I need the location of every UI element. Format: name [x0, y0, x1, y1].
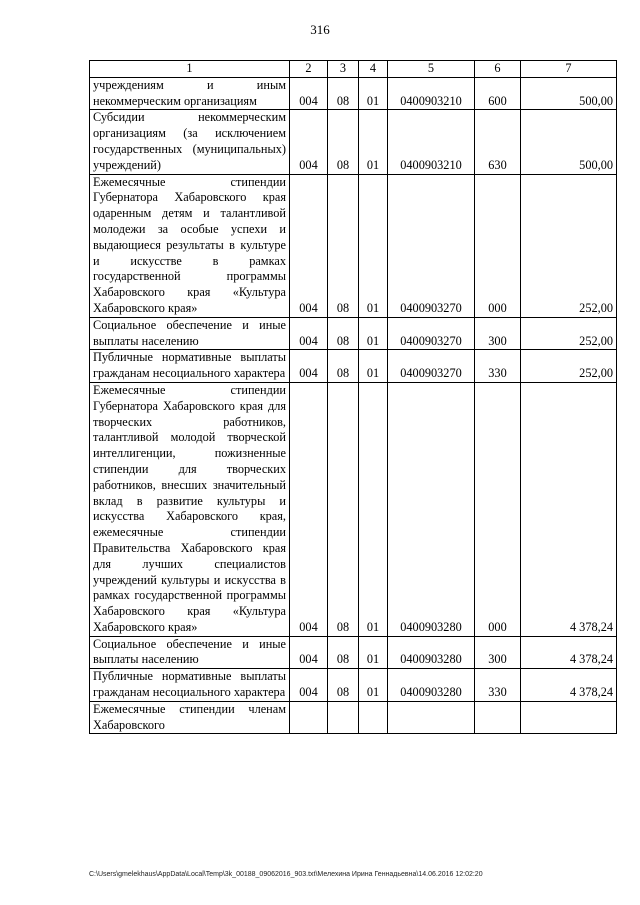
header-col-1: 1 — [90, 61, 290, 78]
row-subsection: 01 — [359, 77, 388, 110]
row-ministry-code: 004 — [290, 350, 328, 383]
header-col-4: 4 — [359, 61, 388, 78]
row-target-article — [388, 701, 475, 734]
row-description: Ежемесячные стипендии Губернатора Хабаровского края для творческих работников, талантливой молодой творческой интеллигенции, пожизненные стипендии для творческих работников, внесших значительный вклад в развитие культуры и искусства Хабаровского края, ежемесячные стипендии Правительства Хабаровского края для лучших специалистов учреждений культуры и искусства в рамках государственной программы Хабаровского края «Культура Хабаровского края» — [90, 382, 290, 636]
row-expense-type: 330 — [475, 669, 521, 702]
header-col-7: 7 — [521, 61, 617, 78]
row-section: 08 — [328, 350, 359, 383]
row-section: 08 — [328, 174, 359, 317]
row-description: Публичные нормативные выплаты гражданам несоциального характера — [90, 669, 290, 702]
row-ministry-code: 004 — [290, 669, 328, 702]
row-description: Социальное обеспечение и иные выплаты населению — [90, 317, 290, 350]
header-col-5: 5 — [388, 61, 475, 78]
row-target-article: 0400903210 — [388, 77, 475, 110]
table-row — [90, 110, 617, 174]
row-section: 08 — [328, 77, 359, 110]
row-amount: 252,00 — [521, 317, 617, 350]
row-section: 08 — [328, 110, 359, 174]
table-row — [90, 317, 617, 350]
row-target-article: 0400903210 — [388, 110, 475, 174]
table-row — [90, 669, 617, 702]
row-description: Ежемесячные стипендии членам Хабаровского — [90, 701, 290, 734]
row-subsection: 01 — [359, 382, 388, 636]
row-expense-type — [475, 701, 521, 734]
row-target-article: 0400903280 — [388, 669, 475, 702]
budget-table — [89, 60, 617, 734]
row-ministry-code: 004 — [290, 636, 328, 669]
row-section: 08 — [328, 382, 359, 636]
row-amount: 500,00 — [521, 77, 617, 110]
row-ministry-code — [290, 701, 328, 734]
row-expense-type: 000 — [475, 382, 521, 636]
row-subsection: 01 — [359, 669, 388, 702]
row-section: 08 — [328, 317, 359, 350]
row-description: Публичные нормативные выплаты гражданам несоциального характера — [90, 350, 290, 383]
row-target-article: 0400903270 — [388, 350, 475, 383]
row-expense-type: 300 — [475, 636, 521, 669]
row-subsection: 01 — [359, 110, 388, 174]
row-description: Ежемесячные стипендии Губернатора Хабаровского края одаренным детям и талантливой молодежи за особые успехи и выдающиеся результаты в культуре и искусстве в рамках государственной программы Хабаровского края «Культура Хабаровского края» — [90, 174, 290, 317]
table-row — [90, 350, 617, 383]
row-amount: 252,00 — [521, 174, 617, 317]
row-expense-type: 000 — [475, 174, 521, 317]
row-target-article: 0400903270 — [388, 174, 475, 317]
table-row — [90, 636, 617, 669]
page-number: 316 — [310, 22, 330, 37]
table-row — [90, 382, 617, 636]
row-ministry-code: 004 — [290, 110, 328, 174]
row-expense-type: 600 — [475, 77, 521, 110]
row-amount — [521, 701, 617, 734]
row-subsection: 01 — [359, 636, 388, 669]
row-ministry-code: 004 — [290, 77, 328, 110]
header-col-3: 3 — [328, 61, 359, 78]
row-target-article: 0400903280 — [388, 636, 475, 669]
row-amount: 4 378,24 — [521, 669, 617, 702]
table-row — [90, 701, 617, 734]
header-col-6: 6 — [475, 61, 521, 78]
row-amount: 4 378,24 — [521, 382, 617, 636]
row-description: Социальное обеспечение и иные выплаты населению — [90, 636, 290, 669]
row-ministry-code: 004 — [290, 174, 328, 317]
row-ministry-code: 004 — [290, 382, 328, 636]
row-subsection — [359, 701, 388, 734]
row-subsection: 01 — [359, 174, 388, 317]
row-expense-type: 630 — [475, 110, 521, 174]
row-expense-type: 300 — [475, 317, 521, 350]
file-path-footer: C:\Users\gmelekhaus\AppData\Local\Temp\3k_00188_09062016_903.txt\Мелехина Ирина Геннадьевна\14.06.2016 12:02:20 — [89, 871, 483, 878]
row-target-article: 0400903280 — [388, 382, 475, 636]
row-ministry-code: 004 — [290, 317, 328, 350]
row-section: 08 — [328, 669, 359, 702]
row-section — [328, 701, 359, 734]
row-description: Субсидии некоммерческим организациям (за исключением государственных (муниципальных) учреждений) — [90, 110, 290, 174]
row-subsection: 01 — [359, 350, 388, 383]
row-section: 08 — [328, 636, 359, 669]
row-description: учреждениям и иным некоммерческим организациям — [90, 77, 290, 110]
row-expense-type: 330 — [475, 350, 521, 383]
header-row — [90, 61, 617, 78]
table-row — [90, 174, 617, 317]
row-target-article: 0400903270 — [388, 317, 475, 350]
row-amount: 500,00 — [521, 110, 617, 174]
row-amount: 252,00 — [521, 350, 617, 383]
table-row — [90, 77, 617, 110]
row-amount: 4 378,24 — [521, 636, 617, 669]
row-subsection: 01 — [359, 317, 388, 350]
header-col-2: 2 — [290, 61, 328, 78]
